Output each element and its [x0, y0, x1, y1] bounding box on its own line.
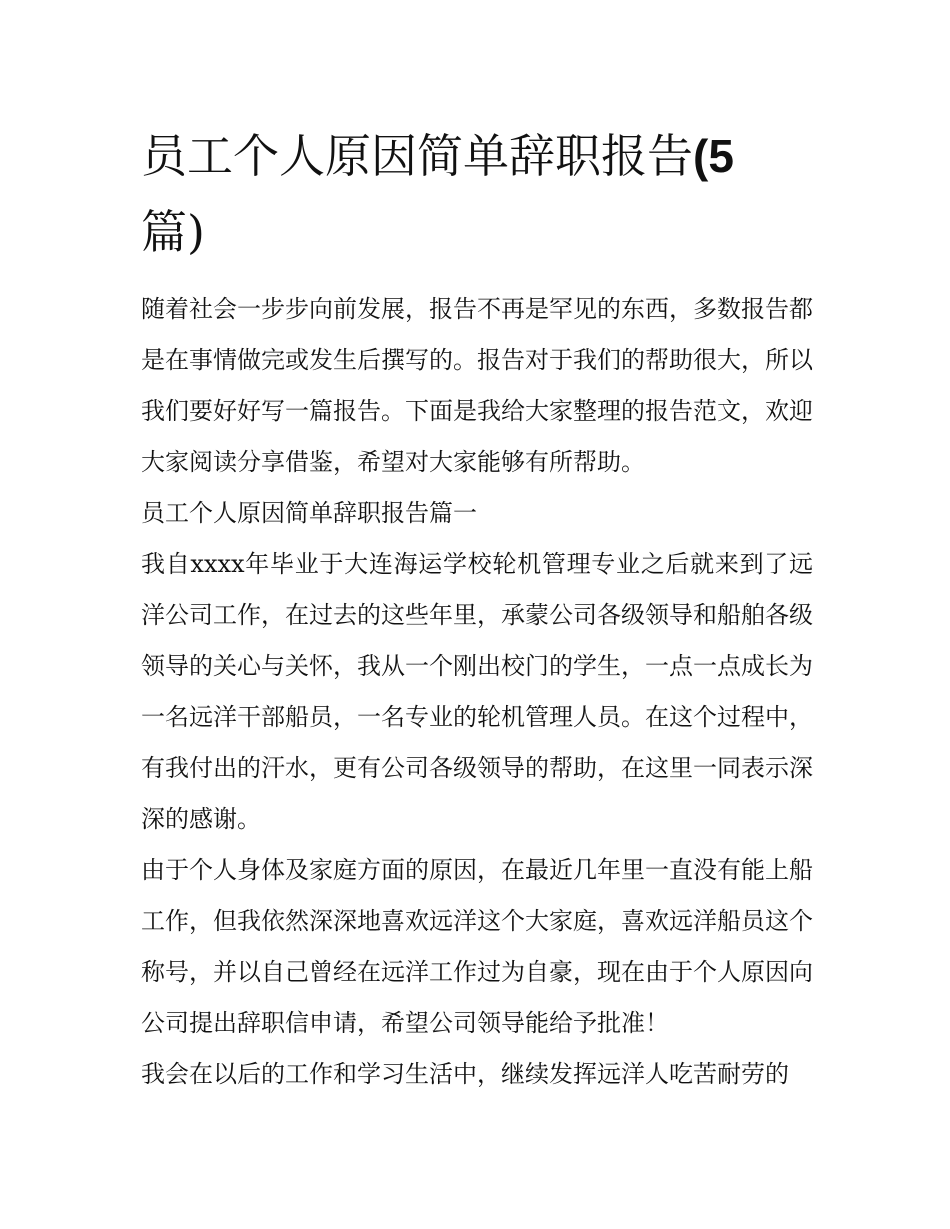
- document-page: [141, 118, 813, 1100]
- section-heading: 员工个人原因简单辞职报告篇一: [141, 499, 477, 527]
- intro-paragraph: 随着社会一步步向前发展，报告不再是罕见的东西，多数报告都是在事情做完或发生后撰写的。报告对于我们的帮助很大，所以我们要好好写一篇报告。下面是我给大家整理的报告范文，欢迎大家阅读分享借鉴，希望对大家能够有所帮助。: [141, 295, 813, 476]
- body-paragraph: 我自xxxx年毕业于大连海运学校轮机管理专业之后就来到了远洋公司工作，在过去的这些年里，承蒙公司各级领导和船舶各级领导的关心与关怀，我从一个刚出校门的学生，一点一点成长为一名远洋干部船员，一名专业的轮机管理人员。在这个过程中，有我付出的汗水，更有公司各级领导的帮助，在这里一同表示深深的感谢。: [141, 550, 813, 833]
- body-paragraph: 由于个人身体及家庭方面的原因，在最近几年里一直没有能上船工作，但我依然深深地喜欢远洋这个大家庭，喜欢远洋船员这个称号，并以自己曾经在远洋工作过为自豪，现在由于个人原因向公司提出辞职信申请，希望公司领导能给予批准！: [141, 856, 813, 1037]
- title-tail: 篇): [141, 205, 205, 259]
- body-paragraph: 我会在以后的工作和学习生活中，继续发挥远洋人吃苦耐劳的: [141, 1060, 789, 1088]
- document-body: [141, 284, 813, 1100]
- title-paren: (5: [693, 130, 734, 182]
- title-main: 员工个人原因简单辞职报告: [141, 129, 693, 183]
- document-title: [141, 118, 813, 270]
